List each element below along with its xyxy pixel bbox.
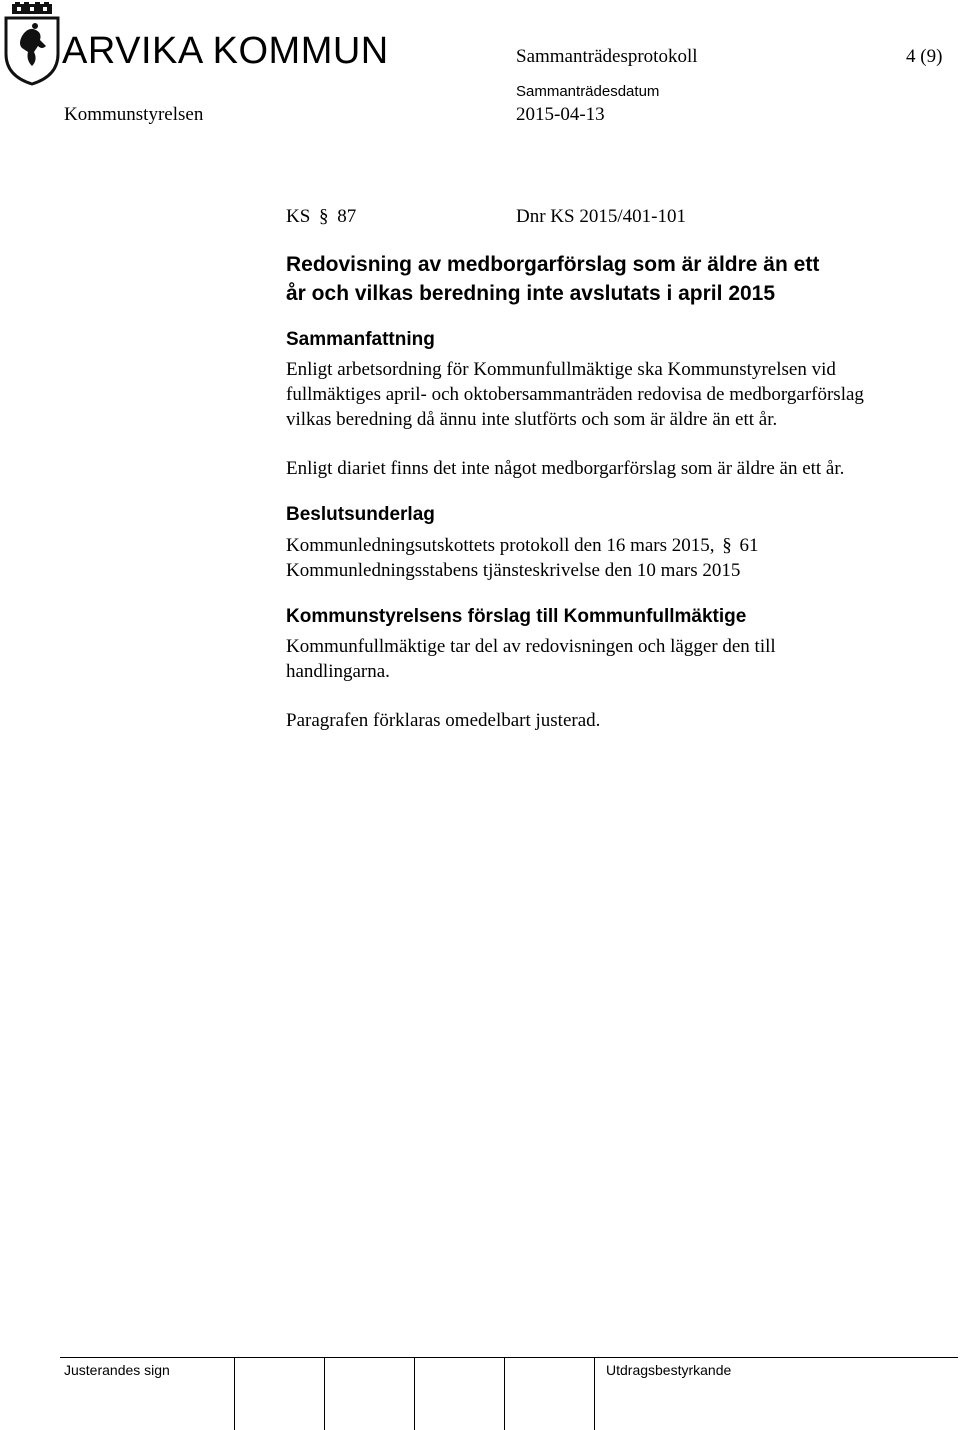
summary-line-3: vilkas beredning då ännu inte slutförts och som är äldre än ett år. [286, 409, 778, 430]
proposal-line-2: handlingarna. [286, 661, 390, 682]
summary-paragraph-2: Enligt diariet finns det inte något medborgarförslag som är äldre än ett år. [286, 458, 845, 479]
item-prefix: KS [286, 206, 311, 227]
summary-line-2: fullmäktiges april- och oktobersammanträden redovisa de medborgarförslag [286, 384, 864, 405]
basis-line-1-number: 61 [739, 535, 759, 556]
extract-certification-label: Utdragsbestyrkande [606, 1362, 732, 1378]
footer-box-divider [234, 1357, 235, 1430]
basis-line-1-text: Kommunledningsutskottets protokoll den 16 mars 2015, [286, 535, 715, 556]
logo-text: ARVIKA KOMMUN [62, 30, 389, 72]
section-symbol-icon: § [319, 206, 329, 227]
adjusted-statement: Paragrafen förklaras omedelbart justerad. [286, 710, 601, 731]
basis-line-1 [286, 533, 759, 558]
footer-box-divider [324, 1357, 325, 1430]
basis-line-2: Kommunledningsstabens tjänsteskrivelse den 10 mars 2015 [286, 560, 741, 581]
page-title-line-2: år och vilkas beredning inte avslutats i april 2015 [286, 282, 776, 305]
item-number [286, 204, 356, 229]
proposal-line-1: Kommunfullmäktige tar del av redovisningen och lägger den till [286, 636, 776, 657]
meeting-date: 2015-04-13 [516, 104, 605, 125]
basis-heading: Beslutsunderlag [286, 504, 435, 525]
document-type: Sammanträdesprotokoll [516, 46, 698, 67]
proposal-heading: Kommunstyrelsens förslag till Kommunfullmäktige [286, 606, 747, 627]
reference-number: Dnr KS 2015/401-101 [516, 206, 686, 227]
page-title-line-1: Redovisning av medborgarförslag som är äldre än ett [286, 253, 820, 276]
signature-label: Justerandes sign [64, 1362, 170, 1378]
summary-line-1: Enligt arbetsordning för Kommunfullmäktige ska Kommunstyrelsen vid [286, 359, 836, 380]
footer-box-divider [594, 1357, 595, 1430]
section-symbol-icon: § [722, 535, 732, 556]
board-name: Kommunstyrelsen [64, 104, 204, 125]
footer-divider [60, 1357, 958, 1358]
municipal-crest-icon [2, 2, 62, 86]
footer-box-divider [504, 1357, 505, 1430]
page-number: 4 (9) [906, 46, 943, 67]
footer-box-divider [414, 1357, 415, 1430]
summary-heading: Sammanfattning [286, 329, 435, 350]
meeting-date-label: Sammanträdesdatum [516, 83, 660, 100]
item-number-value: 87 [337, 206, 357, 227]
